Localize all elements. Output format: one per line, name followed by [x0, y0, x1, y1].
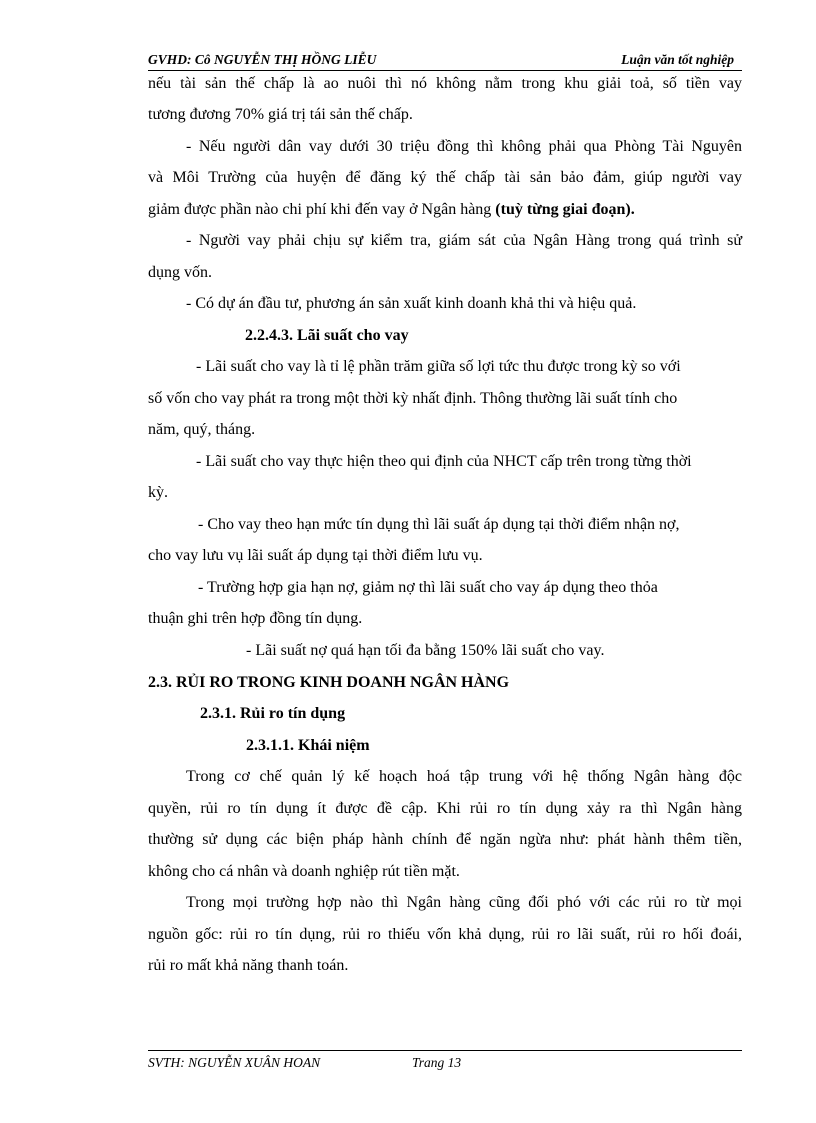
subsection-heading: 2.3.1.1. Khái niệm — [246, 737, 370, 754]
text-line: - Lãi suất nợ quá hạn tối đa bằng 150% lãi suất cho vay. — [246, 642, 605, 659]
text-line: - Có dự án đầu tư, phương án sản xuất kinh doanh khả thi và hiệu quả. — [186, 295, 637, 312]
text-line: - Người vay phải chịu sự kiểm tra, giám sát của Ngân Hàng trong quá trình sử — [186, 232, 742, 249]
text-line: Trong cơ chế quản lý kế hoạch hoá tập trung với hệ thống Ngân hàng độc — [186, 768, 742, 785]
header-thesis-label: Luận văn tốt nghiệp — [621, 52, 734, 67]
text-line: và Môi Trường của huyện để đăng ký thế chấp tài sản bảo đảm, giúp người vay — [148, 169, 742, 186]
text-line: - Lãi suất cho vay là tỉ lệ phần trăm giữa số lợi tức thu được trong kỳ so với — [196, 358, 681, 375]
subsection-heading: 2.3.1. Rủi ro tín dụng — [200, 705, 346, 722]
text-line: không cho cá nhân và doanh nghiệp rút tiền mặt. — [148, 863, 460, 880]
page-header — [148, 50, 742, 71]
header-advisor: GVHD: Cô NGUYỄN THỊ HỒNG LIỄU — [148, 52, 377, 67]
text-line: kỳ. — [148, 484, 168, 501]
subsection-heading: 2.2.4.3. Lãi suất cho vay — [245, 327, 409, 344]
bold-text-run: (tuỳ từng giai đoạn). — [495, 201, 635, 218]
footer-student: SVTH: NGUYỄN XUÂN HOAN — [148, 1055, 321, 1070]
text-line: nếu tài sản thế chấp là ao nuôi thì nó không nằm trong khu giải toả, số tiền vay — [148, 75, 742, 92]
text-line: thuận ghi trên hợp đồng tín dụng. — [148, 610, 363, 627]
text-line — [148, 200, 635, 220]
text-line: Trong mọi trường hợp nào thì Ngân hàng cũng đối phó với các rủi ro từ mọi — [186, 894, 742, 911]
text-line: quyền, rủi ro tín dụng ít được đề cập. Khi rủi ro tín dụng xảy ra thì Ngân hàng — [148, 800, 742, 817]
text-line: dụng vốn. — [148, 264, 212, 281]
text-line: rủi ro mất khả năng thanh toán. — [148, 957, 349, 974]
text-line: - Nếu người dân vay dưới 30 triệu đồng thì không phải qua Phòng Tài Nguyên — [186, 138, 742, 155]
text-run: giảm được phần nào chi phí khi đến vay ở Ngân hàng — [148, 201, 496, 218]
text-line: cho vay lưu vụ lãi suất áp dụng tại thời điểm lưu vụ. — [148, 547, 483, 564]
page-footer — [148, 1050, 742, 1070]
text-line: nguồn gốc: rủi ro tín dụng, rủi ro thiếu vốn khả dụng, rủi ro lãi suất, rủi ro hối đoái, — [148, 926, 742, 943]
text-line: số vốn cho vay phát ra trong một thời kỳ nhất định. Thông thường lãi suất tính cho — [148, 390, 678, 407]
text-line: tương đương 70% giá trị tái sản thế chấp. — [148, 106, 413, 123]
text-line: - Cho vay theo hạn mức tín dụng thì lãi suất áp dụng tại thời điểm nhận nợ, — [198, 516, 680, 533]
section-heading: 2.3. RỦI RO TRONG KINH DOANH NGÂN HÀNG — [148, 674, 510, 691]
text-line: năm, quý, tháng. — [148, 421, 256, 438]
text-line: - Trường hợp gia hạn nợ, giảm nợ thì lãi suất cho vay áp dụng theo thỏa — [198, 579, 658, 596]
text-line: thường sử dụng các biện pháp hành chính để ngăn ngừa như: phát hành thêm tiền, — [148, 831, 742, 848]
text-line: - Lãi suất cho vay thực hiện theo qui định của NHCT cấp trên trong từng thời — [196, 453, 692, 470]
page-number: Trang 13 — [412, 1055, 462, 1070]
